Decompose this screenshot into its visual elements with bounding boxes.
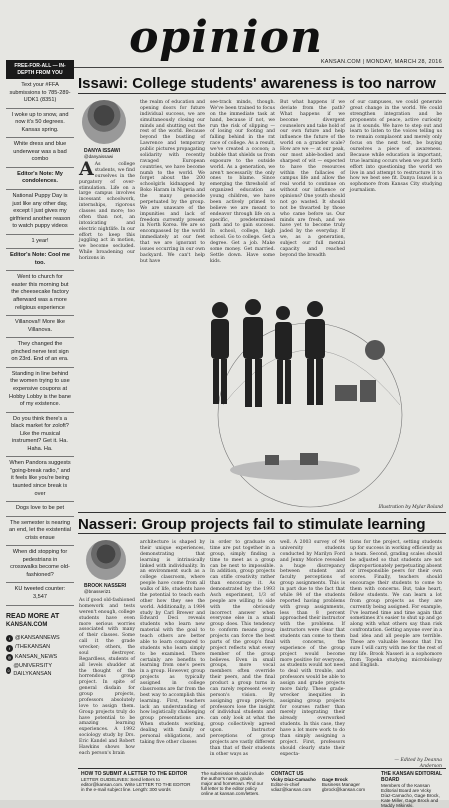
article2-headline: Nasseri: Group projects fail to stimulate learning [78,516,426,533]
free-for-all-item: When Pandora suggests "going-break radio," and it feels like you're being taunted since break is over [6,457,74,502]
instagram-icon: ◎ [7,655,12,661]
twitter-icon: t [6,635,13,642]
free-for-all-sidebar [6,60,74,760]
divider [78,533,446,534]
article1-column-3: see-track minds, though. We've been trained to focus on the immediate task at hand, because if not, we run the risk of slipping — of losing our footing and falling behind in the rat race of college. As a result, we've created a cocoon; a bubble that shields us from exposure to the outside world. As a generation, we aren't necessarily the only ones to blame. Since emerging the threshold of organized education as young children, we have been actively primed to believe we are meant to endeavor through life on a specific, predetermined path and to gain success. In school, college, high school. Go to college. Get a degree. Get a job. Make some money. Get married. Settle down. Have some kids. [210,100,275,264]
author-portrait [86,540,126,580]
social-instagram[interactable] [6,654,74,661]
free-for-all-list [6,79,74,606]
article1-headline: Issawi: College students' awareness is too narrow [78,75,436,92]
section-title: opinion [129,12,323,63]
free-for-all-item: Dogs love to be pet [6,502,74,517]
submit-policy-block [198,769,268,796]
byline-name: BROOK NASSERI [84,583,127,589]
free-for-all-item: Villanova!! More like Villanova. [6,316,74,338]
dropcap: A [79,158,94,180]
byline-handle: @bnasseri21 [84,589,111,594]
free-for-all-item: National Puppy Day is just like any other day, except I just gives my girlfriend another reason to watch puppy videos [6,190,74,235]
free-for-all-item: They changed the pinched nerve test sign on 23rd. End of an era. [6,338,74,368]
dateline: KANSAN.COM | MONDAY, MARCH 28, 2016 [320,59,442,65]
social-label: KANSAN_NEWS [15,653,58,660]
free-for-all-header: FREE-FOR-ALL — IN-DEPTH FROM YOU [6,60,74,79]
contact-name: Gage Brock [321,777,348,782]
article2-column-3: in order to graduate on time are put together in a group, simply finding a time to meet as a group can be next to impossible. In addition, group projects can stifle creativity rather than encourage it. As demonstrated by the 1993 Asch experiment, 1/3 of people are willing to side with the obviously incorrect answer when everyone else in a small group does. This tendency to conform means group projects can force the best parts of the group's final project reflects what every member of the group believes. Even in small groups, more vocal members often override their peers, and the final product a group turns in can rarely represent every person's vision. By assigning group projects, professors lose the insight of individual students and can only look at what the group collectively agreed upon. Instructor perceptions of group projects are vastly different than that of their students in other ways as [210,540,275,757]
byline [84,583,126,594]
footer-bar [78,768,446,808]
facebook-icon: f [6,645,13,652]
read-more-site-link[interactable]: KANSAN.COM [6,621,48,628]
submit-letter-block [78,769,198,796]
board-members: Members of the Kansan Editorial Board are Vicky Díaz-Camacho, Gage Brock, Kate Miller, Gage Brock and Maddy Mikinski. [381,783,440,808]
contact-role: Editor-in-chief [271,782,300,787]
article2-column-1: As if good old-fashioned homework and tests weren't enough, college students have even more serious worries associated with many of their classes. Some call it the grade wrecker; others, the soul destroyer. Regardless, students of all levels shudder at the thought of the horrendous group project. In spite of general disdain for group projects, professors absolutely love to assign them. Group projects truly do have potential to be amazing learning experiences. A 1992 sociology study by Drs. Eric Kandel and Robert Hawkins shows how each person's brain [79,598,135,756]
social-links [6,635,74,678]
free-for-all-item: KU tweeted counter: 3,547 [6,583,74,605]
edited-by: — Edited by Deanna Anderson [394,758,442,769]
free-for-all-item: Editor's Note: Cool me too. [6,249,74,271]
divider [78,512,446,513]
free-for-all-item: White dress and blue underwear was a bad combo [6,138,74,168]
article1-column-2: the realm of education and opening doors for future individual success, we are simultaneously closing our minds and shutting out the rest of the world. Because beyond the bustling of Lawrence and temporary public pictures propagating solidarity with recently ravaged European countries, we have become numb to the world. We forget about the 200 schoolgirls kidnapped by Boko Haram in Nigeria and the many genocide perpetuated by the group. We are unaware of the impunities and lack of freedom currently present in North Korea. We are so encompassed by the world immediately at our feet that we are ignorant to issues occurring in our own backyard. We can't help but have [140,100,205,264]
byline-handle: @danyaissawi [84,154,114,159]
social-label: @KANSANNEWS [15,635,60,642]
free-for-all-item: When did stopping for pedestrians in crosswalks become old-fashioned? [6,546,74,583]
article2-column-5: tions for the project, setting students up for success in working efficiently as a team. Second, grading scales should be adjusted so that students are not disproportionately perpetuating absent or irresponsible peers for their own scores. Finally, teachers should encourage their students to come to them with concerns. But, take heart, fellow students. We can learn a lot from group projects as they are currently being assigned. For example, I've learned time and time again that sometimes it's easier to shut up and go along with what others say than risk confrontation. Getting anyone over in a bad idea and all people are terrible. These are valuable lessons that I'm sure I will carry with me for the rest of my life. Brook Nasseri is a sophomore from Topeka studying microbiology and English. [350,540,442,669]
contact-name: Vicky Díaz-Camacho [271,777,316,782]
social-twitter[interactable] [6,635,74,642]
contact-email[interactable]: vdiaz@kansan.com [271,787,312,792]
free-for-all-item: Standing in line behind the women trying to use expensive coupons at Hobby Lobby is the bane of my existence. [6,368,74,413]
free-for-all-item: 1 year! [6,235,74,250]
free-for-all-item: Do you think there's a black market for zoloft? Like the musical instrument? Get it. Ha. Haha. Ha. [6,413,74,458]
article2-column-2: architecture is shaped by their unique experiences, demonstrating that learning is intrinsically linked with individuality. In an environment such as a college classroom, where people have come from all walks of life, students have the potential to teach each other how they see the world. Additionally, a 1984 study by Carl Brewer and Edward Deci reveals students who learn new material with the goal to teach others are better able to learn compared to students who learn simply to be examined. There certainly are benefits to learning from one's peers in a group. However, group projects as typically assigned in college classrooms are far from the best way to accomplish this learning. First, teachers lack an understanding of how logistically challenging group presentations are. When students working, dealing with family or personal obligations, and taking five other classes [140,540,205,745]
social-snapchat[interactable] [6,663,74,678]
submit-guidelines: LETTER GUIDELINES: Send letters to editor@kansan.com. Write LETTER TO THE EDITOR in the e-mail subject line. Length: 300 words [81,777,191,792]
submit-policy: The submission should include the author's name, grade, major and hometown. Find our full letter to the editor policy online at kansan.com/letters. [201,771,264,796]
social-label: /THEKANSAN [15,644,51,651]
read-more-label: READ MORE AT [6,612,60,620]
social-facebook[interactable] [6,644,74,651]
byline-name: DANYA ISSAWI [84,148,121,154]
free-for-all-item: Editor's Note: My condolences. [6,168,74,190]
author-portrait [82,100,126,144]
contact-heading: CONTACT US [271,771,304,777]
social-label: @UNIVERSITY DAILYKANSAN [13,663,52,677]
submit-heading: HOW TO SUBMIT A LETTER TO THE EDITOR [81,771,188,777]
editorial-board-block [378,769,446,808]
contact-email[interactable]: gbrock@kansan.com [321,787,366,792]
students-illustration [175,265,425,500]
masthead [8,4,444,68]
snapchat-icon: ☺ [6,668,11,674]
article2-column-4: well. A 2003 survey of 94 university students conducted by Marilyn Ford and Jenny Morice revealed a huge discrepancy between student and faculty perceptions of group assignments. This is in part due to the fact that while 84 of the students reported having problems with group assignments, less than 8 percent approached their instructor with the problems. If instructors were clear that students can come to them with concerns, the experience of the group project would become more positive for everyone, as students would not need to deal with trouble, and professors would be able to assign and grade projects more fairly. These grade-wrecker inequities in assigning group projects for courses rather than merely integrating their already overworked students. In this case, they have a lot more work to do than simply assigning a project. First, professors should clearly state their expecta- [280,540,345,757]
illustration-credit: Illustration by Mylar Roland [378,505,443,510]
contact-role: Business Manager [321,782,360,787]
article-text: As college students, we find ourselves in the purgatory of over-stimulation. Life on a large campus involves incessant schoolwork, internships, rigorous classes and more; too often than not, an intoxicating and electric nightlife. In our effort to keep this juggling act in motion, we become secluded. While broadening our horizons in [79,162,135,261]
divider [78,93,446,94]
contact-block [268,769,378,796]
free-for-all-item: Text your #FFA submissions to 785-289-UDK1 (8351) [6,79,74,109]
free-for-all-item: I woke up to snow, and now it's 50 degrees. Kansas spring. [6,109,74,139]
free-for-all-item: Went to church for easter this morning but the cheesecake factory afterward was a more religious experience [6,271,74,316]
article1-column-5: of our campuses, we could generate great change in the world. We could strengthen integration and be proponents of peace, active curiosity as it sounds. We have to step out and learn to listen to the voices telling us to remain complacent and merely only focus on the next test, be buying ourselves a piece of awareness. Because while education is important, true learning occurs when we put forth effort into questioning the world we live in and attempt to restructure it to how we best see fit. Danya Issawi is a sophomore from Kansas City studying journalism. [350,100,442,194]
article1-column-1 [79,158,135,362]
article1-column-4: But what happens if we deviate from the path? What happens if we become divergent counselors and take hold of our own future and help influence the future of the world on a grander scale? How are we — at our peak, our most able-bodied and sharpest of wit — expected to have the resources within the fallacies of campus life and allow the real world to continue on without our influence or opinions? One youth should not go wasted. It should not be thwarted by those who came before us. Our minds are fresh, and we have yet to become truly jaded by the everyday. If we, as a generation, subject our full mental capacity and reached beyond the breadth [280,100,345,258]
free-for-all-item: The semester is nearing an end, let the existential crisis ensue [6,517,74,547]
board-heading: THE KANSAN EDITORIAL BOARD [381,771,442,783]
